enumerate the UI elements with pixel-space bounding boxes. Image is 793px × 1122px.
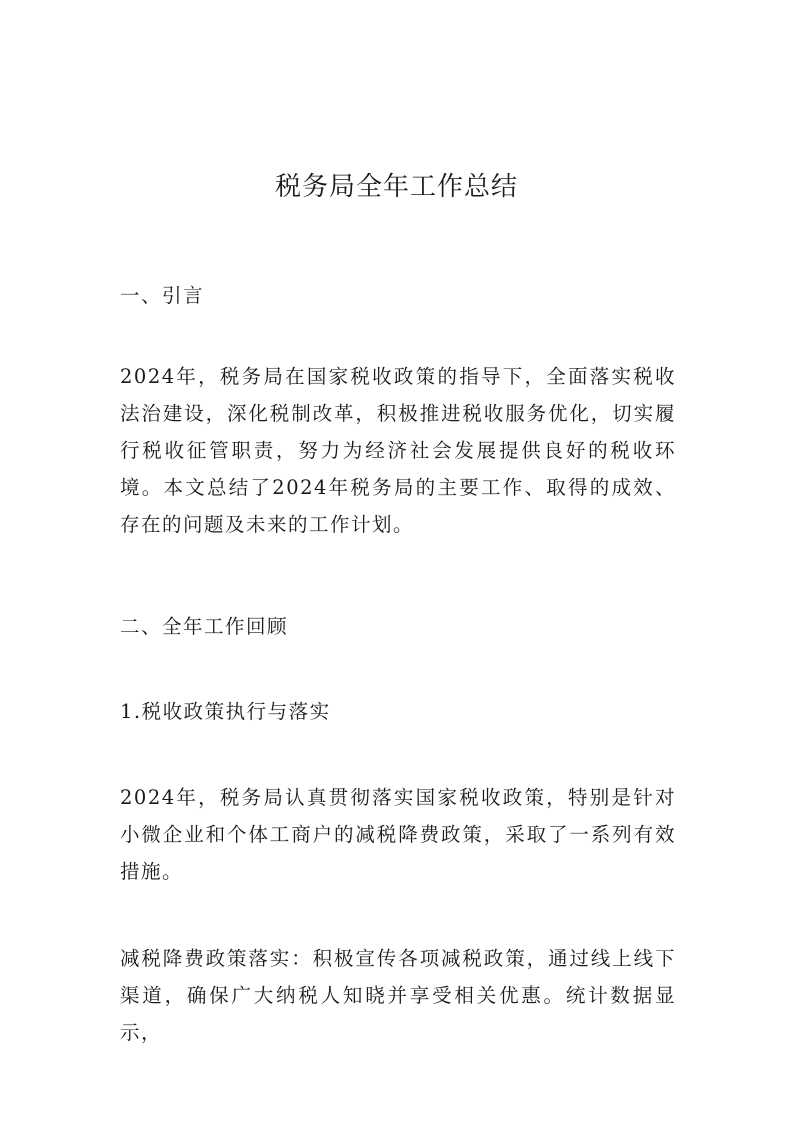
subsection-heading-tax-policy: 1.税收政策执行与落实 [120, 700, 331, 723]
section-heading-annual-review: 二、全年工作回顾 [120, 615, 289, 638]
section-heading-introduction: 一、引言 [120, 284, 205, 307]
introduction-paragraph: 2024年，税务局在国家税收政策的指导下，全面落实税收法治建设，深化税制改革，积极推进税收服务优化，切实履行税收征管职责，努力为经济社会发展提供良好的税收环境。本文总结了2024年税务局的主要工作、取得的成效、存在的问题及未来的工作计划。 [120, 365, 676, 536]
tax-policy-paragraph: 2024年，税务局认真贯彻落实国家税收政策，特别是针对小微企业和个体工商户的减税降费政策，采取了一系列有效措施。 [120, 786, 676, 883]
document-title: 税务局全年工作总结 [274, 172, 518, 202]
tax-reduction-paragraph: 减税降费政策落实：积极宣传各项减税政策，通过线上线下渠道，确保广大纳税人知晓并享受相关优惠。统计数据显示， [120, 947, 676, 1044]
